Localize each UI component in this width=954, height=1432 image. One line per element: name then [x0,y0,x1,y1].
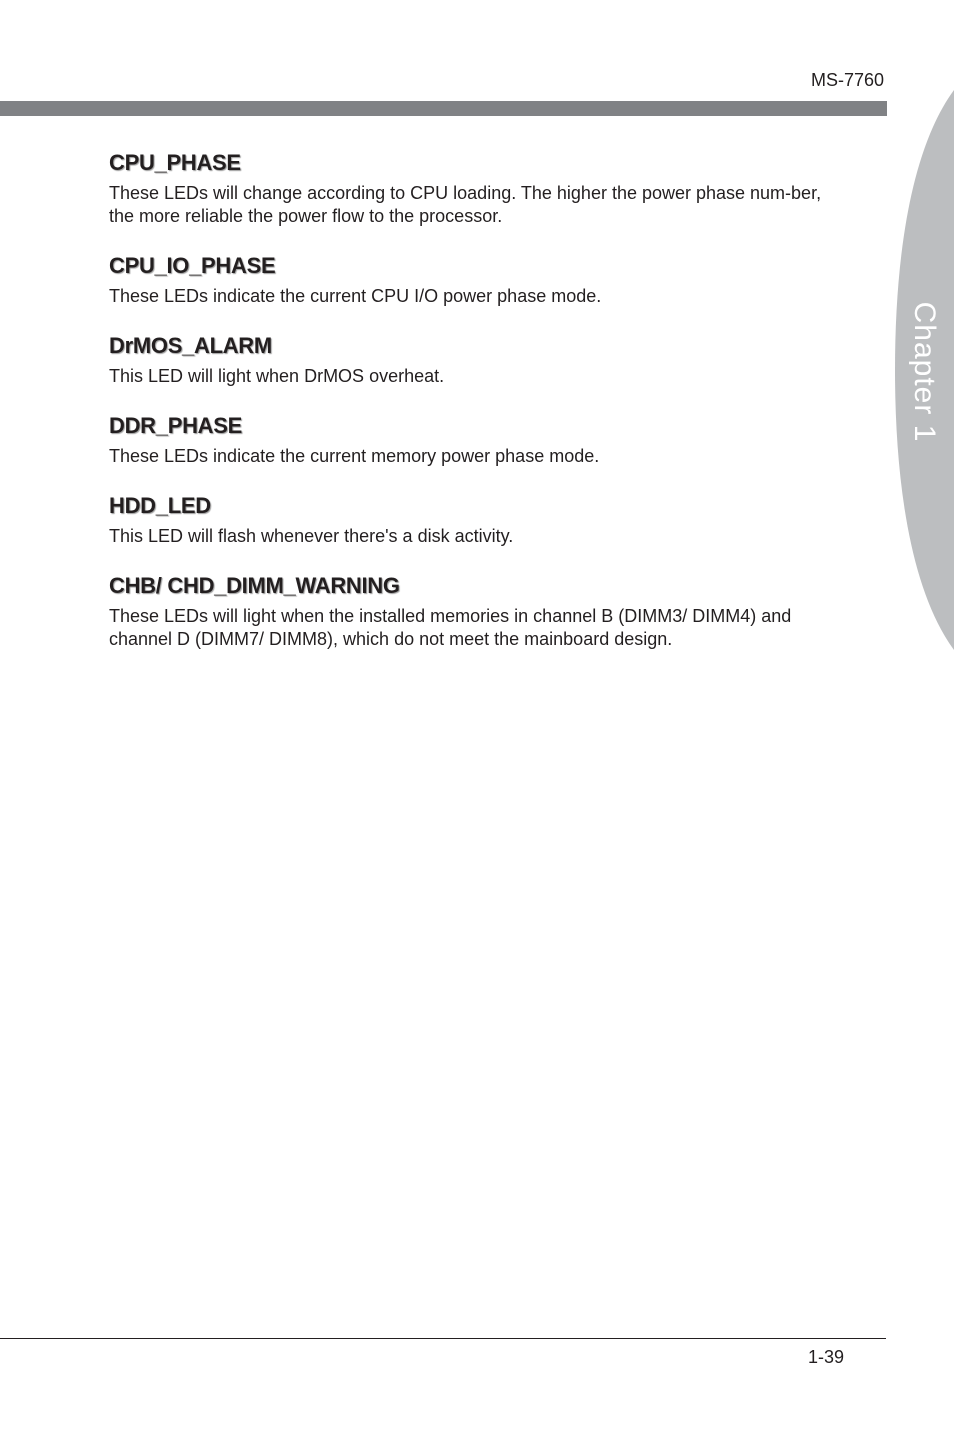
page-number: 1-39 [808,1347,845,1367]
section-drmos-alarm [109,333,849,388]
footer-rule [0,1338,886,1339]
section-heading: CPU_PHASE [109,150,241,175]
main-content [109,150,849,676]
section-ddr-phase [109,413,849,468]
section-heading: CPU_IO_PHASE [109,253,276,278]
section-body: This LED will light when DrMOS overheat. [109,366,445,386]
section-heading: DrMOS_ALARM [109,333,272,358]
section-heading: CHB/ CHD_DIMM_WARNING [109,573,400,598]
section-cpu-io-phase [109,253,849,308]
section-hdd-led [109,493,849,548]
section-cpu-phase [109,150,849,228]
section-body: These LEDs indicate the current CPU I/O power phase mode. [109,286,602,306]
section-dimm-warning [109,573,849,651]
model-label: MS-7760 [810,70,884,90]
section-heading: DDR_PHASE [109,413,242,438]
section-heading: HDD_LED [109,493,211,518]
section-body: These LEDs will change according to CPU loading. The higher the power phase num-ber, the more reliable the power flow to the processor. [109,183,822,226]
section-body: This LED will flash whenever there's a disk activity. [109,526,514,546]
section-body: These LEDs indicate the current memory power phase mode. [109,446,600,466]
chapter-label: Chapter 1 [908,301,941,443]
section-body: These LEDs will light when the installed memories in channel B (DIMM3/ DIMM4) and channel D (DIMM7/ DIMM8), which do not meet the mainboard design. [109,606,792,649]
header-bar [0,101,887,116]
